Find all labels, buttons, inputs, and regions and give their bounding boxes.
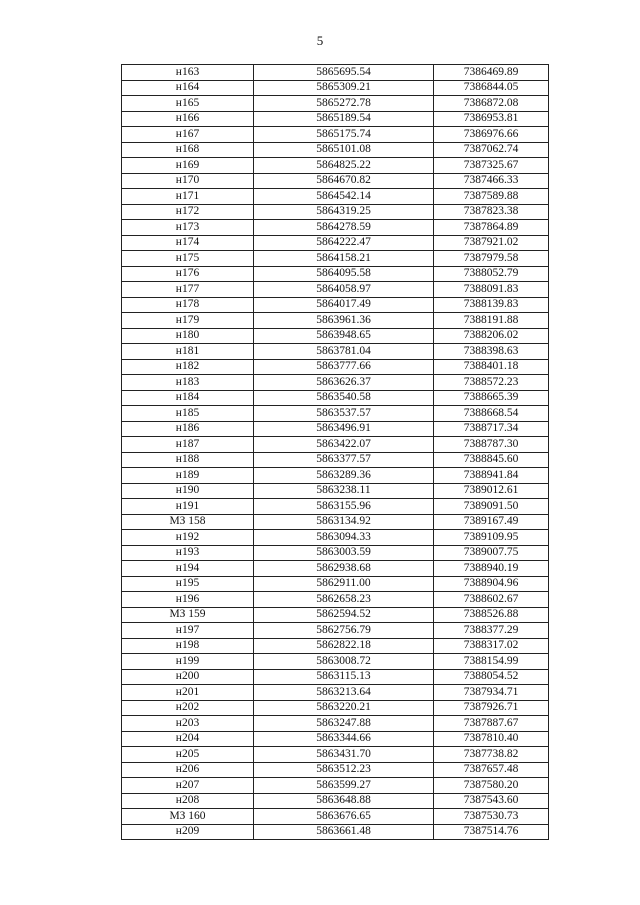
point-id-cell: н183 <box>122 375 254 391</box>
x-coordinate-cell: 5862938.68 <box>254 561 434 577</box>
y-coordinate-cell: 7387543.60 <box>434 793 549 809</box>
point-id-cell: н197 <box>122 623 254 639</box>
table-row <box>122 468 549 484</box>
point-id-cell: н191 <box>122 499 254 515</box>
x-coordinate-cell: 5864825.22 <box>254 158 434 174</box>
y-coordinate-cell: 7388377.29 <box>434 623 549 639</box>
table-row <box>122 204 549 220</box>
x-coordinate-cell: 5865309.21 <box>254 80 434 96</box>
y-coordinate-cell: 7388668.54 <box>434 406 549 422</box>
y-coordinate-cell: 7389012.61 <box>434 483 549 499</box>
table-row <box>122 220 549 236</box>
table-row <box>122 824 549 840</box>
x-coordinate-cell: 5863540.58 <box>254 390 434 406</box>
point-id-cell: н198 <box>122 638 254 654</box>
point-id-cell: н167 <box>122 127 254 143</box>
y-coordinate-cell: 7389109.95 <box>434 530 549 546</box>
table-row <box>122 731 549 747</box>
point-id-cell: МЗ 159 <box>122 607 254 623</box>
x-coordinate-cell: 5863626.37 <box>254 375 434 391</box>
point-id-cell: н177 <box>122 282 254 298</box>
table-row <box>122 111 549 127</box>
x-coordinate-cell: 5864158.21 <box>254 251 434 267</box>
y-coordinate-cell: 7387580.20 <box>434 778 549 794</box>
y-coordinate-cell: 7388602.67 <box>434 592 549 608</box>
y-coordinate-cell: 7388787.30 <box>434 437 549 453</box>
point-id-cell: МЗ 158 <box>122 514 254 530</box>
point-id-cell: н209 <box>122 824 254 840</box>
x-coordinate-cell: 5862911.00 <box>254 576 434 592</box>
point-id-cell: н173 <box>122 220 254 236</box>
y-coordinate-cell: 7388398.63 <box>434 344 549 360</box>
x-coordinate-cell: 5864670.82 <box>254 173 434 189</box>
point-id-cell: н178 <box>122 297 254 313</box>
point-id-cell: н195 <box>122 576 254 592</box>
table-row <box>122 344 549 360</box>
table-row <box>122 406 549 422</box>
y-coordinate-cell: 7386872.08 <box>434 96 549 112</box>
x-coordinate-cell: 5863134.92 <box>254 514 434 530</box>
y-coordinate-cell: 7388572.23 <box>434 375 549 391</box>
table-row <box>122 96 549 112</box>
point-id-cell: н205 <box>122 747 254 763</box>
y-coordinate-cell: 7387887.67 <box>434 716 549 732</box>
y-coordinate-cell: 7388052.79 <box>434 266 549 282</box>
y-coordinate-cell: 7388154.99 <box>434 654 549 670</box>
table-row <box>122 266 549 282</box>
point-id-cell: н196 <box>122 592 254 608</box>
table-row <box>122 297 549 313</box>
table-row <box>122 793 549 809</box>
table-row <box>122 561 549 577</box>
y-coordinate-cell: 7388941.84 <box>434 468 549 484</box>
y-coordinate-cell: 7388845.60 <box>434 452 549 468</box>
table-row <box>122 189 549 205</box>
coordinates-table <box>121 64 549 840</box>
point-id-cell: н180 <box>122 328 254 344</box>
y-coordinate-cell: 7388665.39 <box>434 390 549 406</box>
y-coordinate-cell: 7387325.67 <box>434 158 549 174</box>
y-coordinate-cell: 7388526.88 <box>434 607 549 623</box>
x-coordinate-cell: 5863648.88 <box>254 793 434 809</box>
x-coordinate-cell: 5865272.78 <box>254 96 434 112</box>
y-coordinate-cell: 7387530.73 <box>434 809 549 825</box>
point-id-cell: н168 <box>122 142 254 158</box>
x-coordinate-cell: 5865175.74 <box>254 127 434 143</box>
x-coordinate-cell: 5863377.57 <box>254 452 434 468</box>
y-coordinate-cell: 7389091.50 <box>434 499 549 515</box>
x-coordinate-cell: 5865189.54 <box>254 111 434 127</box>
y-coordinate-cell: 7388091.83 <box>434 282 549 298</box>
x-coordinate-cell: 5863781.04 <box>254 344 434 360</box>
x-coordinate-cell: 5862756.79 <box>254 623 434 639</box>
x-coordinate-cell: 5863676.65 <box>254 809 434 825</box>
table-row <box>122 530 549 546</box>
table-row <box>122 328 549 344</box>
point-id-cell: н188 <box>122 452 254 468</box>
y-coordinate-cell: 7388717.34 <box>434 421 549 437</box>
x-coordinate-cell: 5863948.65 <box>254 328 434 344</box>
y-coordinate-cell: 7388139.83 <box>434 297 549 313</box>
y-coordinate-cell: 7388206.02 <box>434 328 549 344</box>
point-id-cell: н164 <box>122 80 254 96</box>
table-row <box>122 421 549 437</box>
point-id-cell: н192 <box>122 530 254 546</box>
y-coordinate-cell: 7387979.58 <box>434 251 549 267</box>
y-coordinate-cell: 7388317.02 <box>434 638 549 654</box>
x-coordinate-cell: 5863537.57 <box>254 406 434 422</box>
x-coordinate-cell: 5863155.96 <box>254 499 434 515</box>
point-id-cell: н185 <box>122 406 254 422</box>
x-coordinate-cell: 5865101.08 <box>254 142 434 158</box>
y-coordinate-cell: 7388191.88 <box>434 313 549 329</box>
x-coordinate-cell: 5863008.72 <box>254 654 434 670</box>
table-row <box>122 251 549 267</box>
point-id-cell: н202 <box>122 700 254 716</box>
point-id-cell: н176 <box>122 266 254 282</box>
x-coordinate-cell: 5863213.64 <box>254 685 434 701</box>
table-row <box>122 127 549 143</box>
table-row <box>122 158 549 174</box>
table-row <box>122 313 549 329</box>
y-coordinate-cell: 7388940.19 <box>434 561 549 577</box>
x-coordinate-cell: 5863512.23 <box>254 762 434 778</box>
point-id-cell: н208 <box>122 793 254 809</box>
x-coordinate-cell: 5863777.66 <box>254 359 434 375</box>
y-coordinate-cell: 7387921.02 <box>434 235 549 251</box>
x-coordinate-cell: 5863961.36 <box>254 313 434 329</box>
x-coordinate-cell: 5863496.91 <box>254 421 434 437</box>
y-coordinate-cell: 7387810.40 <box>434 731 549 747</box>
x-coordinate-cell: 5865695.54 <box>254 65 434 81</box>
coordinates-table-body <box>122 65 549 840</box>
table-row <box>122 545 549 561</box>
x-coordinate-cell: 5864278.59 <box>254 220 434 236</box>
table-row <box>122 65 549 81</box>
x-coordinate-cell: 5863344.66 <box>254 731 434 747</box>
y-coordinate-cell: 7387657.48 <box>434 762 549 778</box>
y-coordinate-cell: 7387738.82 <box>434 747 549 763</box>
point-id-cell: н186 <box>122 421 254 437</box>
point-id-cell: МЗ 160 <box>122 809 254 825</box>
x-coordinate-cell: 5864017.49 <box>254 297 434 313</box>
table-row <box>122 576 549 592</box>
table-row <box>122 747 549 763</box>
table-row <box>122 452 549 468</box>
x-coordinate-cell: 5863220.21 <box>254 700 434 716</box>
x-coordinate-cell: 5863003.59 <box>254 545 434 561</box>
table-row <box>122 607 549 623</box>
x-coordinate-cell: 5863599.27 <box>254 778 434 794</box>
point-id-cell: н187 <box>122 437 254 453</box>
page-number: 5 <box>316 33 324 48</box>
table-row <box>122 483 549 499</box>
y-coordinate-cell: 7388054.52 <box>434 669 549 685</box>
y-coordinate-cell: 7386844.05 <box>434 80 549 96</box>
table-row <box>122 390 549 406</box>
point-id-cell: н169 <box>122 158 254 174</box>
point-id-cell: н163 <box>122 65 254 81</box>
x-coordinate-cell: 5863094.33 <box>254 530 434 546</box>
table-row <box>122 809 549 825</box>
table-row <box>122 499 549 515</box>
table-row <box>122 142 549 158</box>
x-coordinate-cell: 5863661.48 <box>254 824 434 840</box>
table-row <box>122 282 549 298</box>
point-id-cell: н181 <box>122 344 254 360</box>
point-id-cell: н190 <box>122 483 254 499</box>
y-coordinate-cell: 7386953.81 <box>434 111 549 127</box>
x-coordinate-cell: 5864319.25 <box>254 204 434 220</box>
y-coordinate-cell: 7386976.66 <box>434 127 549 143</box>
point-id-cell: н201 <box>122 685 254 701</box>
point-id-cell: н165 <box>122 96 254 112</box>
x-coordinate-cell: 5864058.97 <box>254 282 434 298</box>
y-coordinate-cell: 7387062.74 <box>434 142 549 158</box>
table-row <box>122 638 549 654</box>
table-row <box>122 716 549 732</box>
table-row <box>122 173 549 189</box>
point-id-cell: н172 <box>122 204 254 220</box>
point-id-cell: н170 <box>122 173 254 189</box>
x-coordinate-cell: 5863115.13 <box>254 669 434 685</box>
point-id-cell: н184 <box>122 390 254 406</box>
point-id-cell: н193 <box>122 545 254 561</box>
point-id-cell: н179 <box>122 313 254 329</box>
table-row <box>122 359 549 375</box>
x-coordinate-cell: 5863422.07 <box>254 437 434 453</box>
y-coordinate-cell: 7389007.75 <box>434 545 549 561</box>
table-row <box>122 235 549 251</box>
table-row <box>122 437 549 453</box>
y-coordinate-cell: 7387589.88 <box>434 189 549 205</box>
table-row <box>122 592 549 608</box>
table-row <box>122 669 549 685</box>
x-coordinate-cell: 5864222.47 <box>254 235 434 251</box>
table-row <box>122 514 549 530</box>
table-row <box>122 623 549 639</box>
x-coordinate-cell: 5863431.70 <box>254 747 434 763</box>
y-coordinate-cell: 7387864.89 <box>434 220 549 236</box>
point-id-cell: н207 <box>122 778 254 794</box>
y-coordinate-cell: 7387934.71 <box>434 685 549 701</box>
y-coordinate-cell: 7387926.71 <box>434 700 549 716</box>
table-row <box>122 700 549 716</box>
x-coordinate-cell: 5864542.14 <box>254 189 434 205</box>
point-id-cell: н182 <box>122 359 254 375</box>
point-id-cell: н199 <box>122 654 254 670</box>
y-coordinate-cell: 7387514.76 <box>434 824 549 840</box>
table-row <box>122 778 549 794</box>
x-coordinate-cell: 5862594.52 <box>254 607 434 623</box>
point-id-cell: н174 <box>122 235 254 251</box>
x-coordinate-cell: 5863238.11 <box>254 483 434 499</box>
table-row <box>122 375 549 391</box>
x-coordinate-cell: 5864095.58 <box>254 266 434 282</box>
table-row <box>122 654 549 670</box>
x-coordinate-cell: 5862822.18 <box>254 638 434 654</box>
y-coordinate-cell: 7387466.33 <box>434 173 549 189</box>
table-row <box>122 762 549 778</box>
point-id-cell: н175 <box>122 251 254 267</box>
point-id-cell: н200 <box>122 669 254 685</box>
table-row <box>122 80 549 96</box>
point-id-cell: н204 <box>122 731 254 747</box>
point-id-cell: н189 <box>122 468 254 484</box>
point-id-cell: н203 <box>122 716 254 732</box>
y-coordinate-cell: 7387823.38 <box>434 204 549 220</box>
y-coordinate-cell: 7389167.49 <box>434 514 549 530</box>
y-coordinate-cell: 7388401.18 <box>434 359 549 375</box>
point-id-cell: н171 <box>122 189 254 205</box>
x-coordinate-cell: 5863247.88 <box>254 716 434 732</box>
point-id-cell: н194 <box>122 561 254 577</box>
point-id-cell: н166 <box>122 111 254 127</box>
point-id-cell: н206 <box>122 762 254 778</box>
table-row <box>122 685 549 701</box>
x-coordinate-cell: 5862658.23 <box>254 592 434 608</box>
y-coordinate-cell: 7386469.89 <box>434 65 549 81</box>
y-coordinate-cell: 7388904.96 <box>434 576 549 592</box>
x-coordinate-cell: 5863289.36 <box>254 468 434 484</box>
